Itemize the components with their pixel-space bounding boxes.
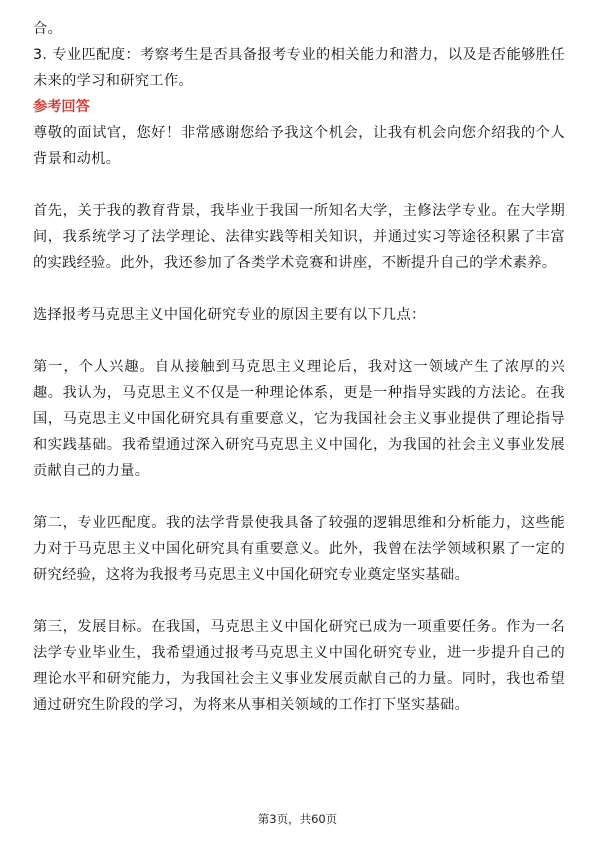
criterion-item-3: 3. 专业匹配度：考察考生是否具备报考专业的相关能力和潜力，以及是否能够胜任未来的学习和研究工作。 <box>33 47 565 89</box>
paragraph-spacer <box>33 588 565 614</box>
paragraph-spacer <box>33 484 565 510</box>
answer-reason-match: 第二，专业匹配度。我的法学背景使我具备了较强的逻辑思维和分析能力，这些能力对于马克思主义中国化研究具有重要意义。此外，我曾在法学领域积累了一定的研究经验，这将为我报考马克思主义中国化研究专业奠定坚实基础。 <box>33 515 565 583</box>
document-body <box>33 16 565 718</box>
paragraph-continuation: 合。 <box>33 21 63 37</box>
paragraph-spacer <box>33 276 565 302</box>
answer-education-background: 首先，关于我的教育背景，我毕业于我国一所知名大学，主修法学专业。在大学期间，我系统学习了法学理论、法律实践等相关知识，并通过实习等途径积累了丰富的实践经验。此外，我还参加了各类学术竞赛和讲座，不断提升自己的学术素养。 <box>33 203 565 271</box>
answer-reason-interest: 第一，个人兴趣。自从接触到马克思主义理论后，我对这一领域产生了浓厚的兴趣。我认为，马克思主义不仅是一种理论体系，更是一种指导实践的方法论。在我国，马克思主义中国化研究具有重要意义，它为我国社会主义事业提供了理论指导和实践基础。我希望通过深入研究马克思主义中国化，为我国的社会主义事业发展贡献自己的力量。 <box>33 359 565 479</box>
paragraph-spacer <box>33 172 565 198</box>
page-number-footer: 第3页，共60页 <box>257 812 338 826</box>
answer-reason-goal: 第三，发展目标。在我国，马克思主义中国化研究已成为一项重要任务。作为一名法学专业毕业生，我希望通过报考马克思主义中国化研究专业，进一步提升自己的理论水平和研究能力，为我国社会主义事业发展贡献自己的力量。同时，我也希望通过研究生阶段的学习，为将来从事相关领域的工作打下坚实基础。 <box>33 619 565 713</box>
paragraph-spacer <box>33 328 565 354</box>
answer-greeting: 尊敬的面试官，您好！非常感谢您给予我这个机会，让我有机会向您介绍我的个人背景和动机。 <box>33 125 565 167</box>
reference-answer-heading: 参考回答 <box>33 99 90 115</box>
answer-reasons-intro: 选择报考马克思主义中国化研究专业的原因主要有以下几点： <box>33 307 426 323</box>
